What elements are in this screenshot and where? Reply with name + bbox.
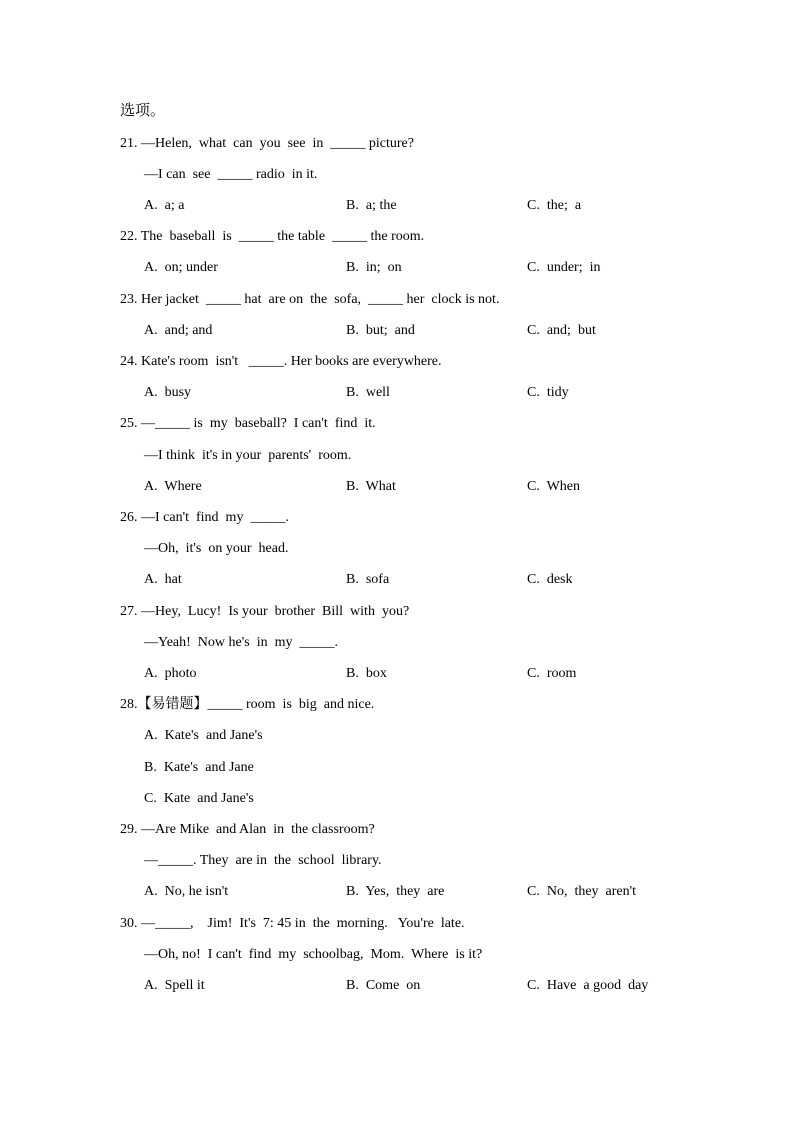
question-22-option-b: B. in; on	[346, 260, 402, 275]
question-26-followup: —Oh, it's on your head.	[144, 541, 289, 556]
question-30-followup: —Oh, no! I can't find my schoolbag, Mom. Where is it?	[144, 947, 483, 962]
question-25-followup: —I think it's in your parents' room.	[144, 448, 352, 463]
question-23-option-b: B. but; and	[346, 323, 415, 338]
question-29-followup: —_____. They are in the school library.	[144, 853, 382, 868]
question-21-option-a: A. a; a	[144, 198, 185, 213]
question-22-option-a: A. on; under	[144, 260, 218, 275]
question-28-stem: 28.【易错题】_____ room is big and nice.	[120, 697, 375, 712]
question-29-option-a: A. No, he isn't	[144, 884, 229, 899]
question-26-option-c: C. desk	[527, 572, 573, 587]
question-24-option-c: C. tidy	[527, 385, 569, 400]
question-21-option-c: C. the; a	[527, 198, 582, 213]
question-26-option-a: A. hat	[144, 572, 182, 587]
question-23-stem: 23. Her jacket _____ hat are on the sofa, _____ her clock is not.	[120, 292, 500, 307]
question-30-option-a: A. Spell it	[144, 978, 205, 993]
question-24-stem: 24. Kate's room isn't _____. Her books are everywhere.	[120, 354, 442, 369]
question-24-option-a: A. busy	[144, 385, 192, 400]
question-25-option-c: C. When	[527, 479, 581, 494]
question-21-option-b: B. a; the	[346, 198, 397, 213]
question-25-option-b: B. What	[346, 479, 396, 494]
question-27-followup: —Yeah! Now he's in my _____.	[144, 635, 338, 650]
question-25-option-a: A. Where	[144, 479, 202, 494]
question-21-stem: 21. —Helen, what can you see in _____ picture?	[120, 136, 414, 151]
section-intro: 选项。	[120, 101, 166, 119]
question-30-option-c: C. Have a good day	[527, 978, 649, 993]
question-26-option-b: B. sofa	[346, 572, 390, 587]
question-29-option-b: B. Yes, they are	[346, 884, 445, 899]
question-23-option-c: C. and; but	[527, 323, 596, 338]
question-26-stem: 26. —I can't find my _____.	[120, 510, 289, 525]
question-27-option-a: A. photo	[144, 666, 197, 681]
question-27-option-c: C. room	[527, 666, 577, 681]
question-27-stem: 27. —Hey, Lucy! Is your brother Bill with you?	[120, 604, 410, 619]
question-25-stem: 25. —_____ is my baseball? I can't find it.	[120, 416, 376, 431]
question-28-option-b: B. Kate's and Jane	[144, 760, 254, 775]
question-22-option-c: C. under; in	[527, 260, 601, 275]
question-24-option-b: B. well	[346, 385, 390, 400]
question-30-option-b: B. Come on	[346, 978, 421, 993]
question-30-stem: 30. —_____, Jim! It's 7: 45 in the morning. You're late.	[120, 916, 465, 931]
question-28-option-a: A. Kate's and Jane's	[144, 728, 263, 743]
question-23-option-a: A. and; and	[144, 323, 213, 338]
question-27-option-b: B. box	[346, 666, 387, 681]
question-29-stem: 29. —Are Mike and Alan in the classroom?	[120, 822, 375, 837]
question-28-option-c: C. Kate and Jane's	[144, 791, 254, 806]
question-21-followup: —I can see _____ radio in it.	[144, 167, 318, 182]
question-29-option-c: C. No, they aren't	[527, 884, 637, 899]
question-22-stem: 22. The baseball is _____ the table _____ the room.	[120, 229, 425, 244]
